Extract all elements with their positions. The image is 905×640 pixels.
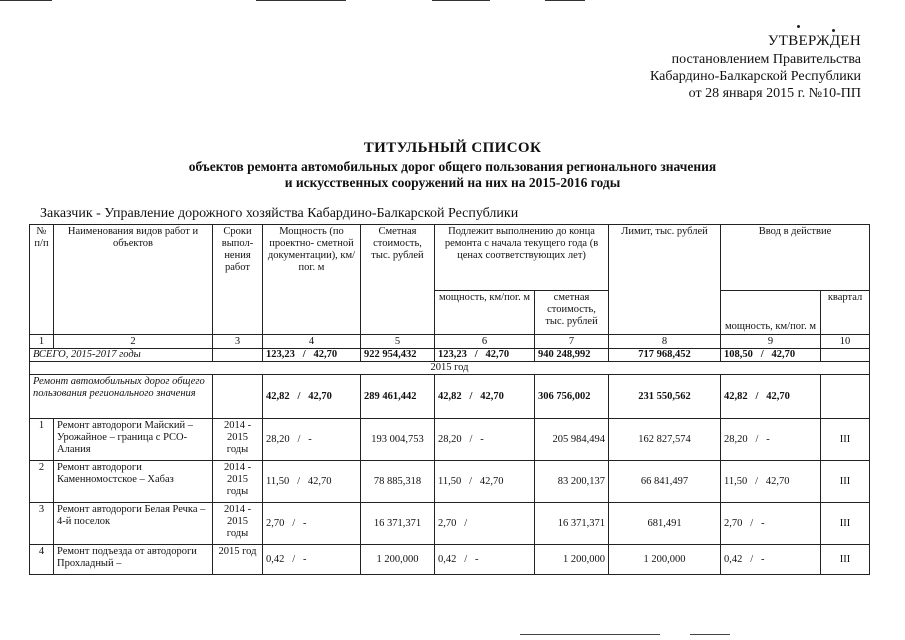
- row-no: 3: [30, 503, 54, 545]
- row-limit: 66 841,497: [609, 461, 721, 503]
- scan-dot: [832, 29, 835, 32]
- total-row: [30, 349, 870, 362]
- column-number: 8: [609, 335, 721, 349]
- row-terms: 2014 - 2015 годы: [213, 503, 263, 545]
- column-number: 5: [361, 335, 435, 349]
- total-label: ВСЕГО, 2015-2017 годы: [30, 349, 213, 362]
- row-no: 4: [30, 545, 54, 575]
- approval-block: [601, 33, 861, 102]
- row-commission-capacity: 28,20 / -: [721, 419, 821, 461]
- total-commission-capacity: 108,50 / 42,70: [721, 349, 821, 362]
- row-limit: 681,491: [609, 503, 721, 545]
- row-quarter: III: [821, 503, 870, 545]
- header-commission: Ввод в действие: [721, 225, 870, 291]
- row-terms: 2014 - 2015 годы: [213, 461, 263, 503]
- total-quarter: [821, 349, 870, 362]
- row-name: Ремонт автодороги Каменномостское – Хабаз: [54, 461, 213, 503]
- row-cost: 16 371,371: [361, 503, 435, 545]
- column-number: 9: [721, 335, 821, 349]
- row-cost: 78 885,318: [361, 461, 435, 503]
- document-subtitle: и искусственных сооружений на них на 2015-2016 годы: [284, 175, 621, 190]
- row-no: 2: [30, 461, 54, 503]
- row-subject-capacity: 0,42 / -: [435, 545, 535, 575]
- row-capacity: 2,70 / -: [263, 503, 361, 545]
- approval-line: постановлением Правительства: [671, 52, 861, 67]
- row-limit: 162 827,574: [609, 419, 721, 461]
- header-cost: Сметная стоимость, тыс. рублей: [361, 225, 435, 335]
- title-list-table: [29, 224, 870, 575]
- row-subject-cost: 205 984,494: [535, 419, 609, 461]
- column-number-row: [30, 335, 870, 349]
- table-row: [30, 461, 870, 503]
- document-title-block: [0, 140, 905, 191]
- row-quarter: III: [821, 419, 870, 461]
- row-cost: 193 004,753: [361, 419, 435, 461]
- approval-heading: УТВЕРЖДЕН: [767, 33, 861, 49]
- total-subject-cost: 940 248,992: [535, 349, 609, 362]
- row-capacity: 11,50 / 42,70: [263, 461, 361, 503]
- row-subject-capacity: 28,20 / -: [435, 419, 535, 461]
- header-capacity: Мощность (по проектно- сметной документации), км/пог. м: [263, 225, 361, 335]
- section-terms: [213, 375, 263, 419]
- scan-dot: [797, 25, 800, 28]
- row-cost: 1 200,000: [361, 545, 435, 575]
- section-cost: 289 461,442: [361, 375, 435, 419]
- table-row: [30, 545, 870, 575]
- row-subject-cost: 83 200,137: [535, 461, 609, 503]
- row-no: 1: [30, 419, 54, 461]
- row-terms: 2015 год: [213, 545, 263, 575]
- document-title: ТИТУЛЬНЫЙ СПИСОК: [363, 140, 542, 156]
- scan-line: [432, 0, 490, 1]
- section-capacity: 42,82 / 42,70: [263, 375, 361, 419]
- row-subject-capacity: 2,70 /: [435, 503, 535, 545]
- row-name: Ремонт подъезда от автодороги Прохладный –: [54, 545, 213, 575]
- row-commission-capacity: 2,70 / -: [721, 503, 821, 545]
- row-capacity: 0,42 / -: [263, 545, 361, 575]
- row-subject-cost: 1 200,000: [535, 545, 609, 575]
- column-number: 7: [535, 335, 609, 349]
- header-no: № п/п: [30, 225, 54, 335]
- header-subject: Подлежит выполнению до конца ремонта с начала текущего года (в ценах соответствующих лет): [435, 225, 609, 291]
- row-commission-capacity: 0,42 / -: [721, 545, 821, 575]
- row-commission-capacity: 11,50 / 42,70: [721, 461, 821, 503]
- header-commission-capacity: мощность, км/пог. м: [721, 291, 821, 335]
- header-terms: Сроки выпол- нения работ: [213, 225, 263, 335]
- approval-line: Кабардино-Балкарской Республики: [650, 69, 861, 84]
- section-row: [30, 375, 870, 419]
- row-name: Ремонт автодороги Белая Речка – 4-й поселок: [54, 503, 213, 545]
- column-number: 6: [435, 335, 535, 349]
- total-terms: [213, 349, 263, 362]
- approval-line: от 28 января 2015 г. №10-ПП: [688, 86, 861, 101]
- section-quarter: [821, 375, 870, 419]
- total-cost: 922 954,432: [361, 349, 435, 362]
- header-limit: Лимит, тыс. рублей: [609, 225, 721, 335]
- column-number: 2: [54, 335, 213, 349]
- scan-line: [690, 634, 730, 635]
- total-capacity: 123,23 / 42,70: [263, 349, 361, 362]
- column-number: 1: [30, 335, 54, 349]
- column-number: 3: [213, 335, 263, 349]
- document-subtitle: объектов ремонта автомобильных дорог общего пользования регионального значения: [188, 159, 717, 174]
- header-subject-capacity: мощность, км/пог. м: [435, 291, 535, 335]
- row-name: Ремонт автодороги Майский – Урожайное – граница с РСО-Алания: [54, 419, 213, 461]
- column-number: 4: [263, 335, 361, 349]
- row-capacity: 28,20 / -: [263, 419, 361, 461]
- header-name: Наименования видов работ и объектов: [54, 225, 213, 335]
- row-subject-capacity: 11,50 / 42,70: [435, 461, 535, 503]
- row-limit: 1 200,000: [609, 545, 721, 575]
- section-subject-capacity: 42,82 / 42,70: [435, 375, 535, 419]
- scan-line: [545, 0, 585, 1]
- scan-line: [520, 634, 660, 635]
- year-label: 2015 год: [30, 362, 870, 375]
- header-commission-quarter: квартал: [821, 291, 870, 335]
- total-subject-capacity: 123,23 / 42,70: [435, 349, 535, 362]
- section-limit: 231 550,562: [609, 375, 721, 419]
- row-subject-cost: 16 371,371: [535, 503, 609, 545]
- total-limit: 717 968,452: [609, 349, 721, 362]
- section-subject-cost: 306 756,002: [535, 375, 609, 419]
- year-row: [30, 362, 870, 375]
- scan-line: [0, 0, 52, 1]
- scan-line: [256, 0, 346, 1]
- section-label: Ремонт автомобильных дорог общего пользования регионального значения: [30, 375, 213, 419]
- table-row: [30, 503, 870, 545]
- table-header-row: [30, 225, 870, 291]
- section-commission-capacity: 42,82 / 42,70: [721, 375, 821, 419]
- column-number: 10: [821, 335, 870, 349]
- header-subject-cost: сметная стоимость, тыс. рублей: [535, 291, 609, 335]
- row-quarter: III: [821, 545, 870, 575]
- table-row: [30, 419, 870, 461]
- row-terms: 2014 - 2015 годы: [213, 419, 263, 461]
- customer-line: Заказчик - Управление дорожного хозяйства Кабардино-Балкарской Республики: [40, 206, 519, 221]
- row-quarter: III: [821, 461, 870, 503]
